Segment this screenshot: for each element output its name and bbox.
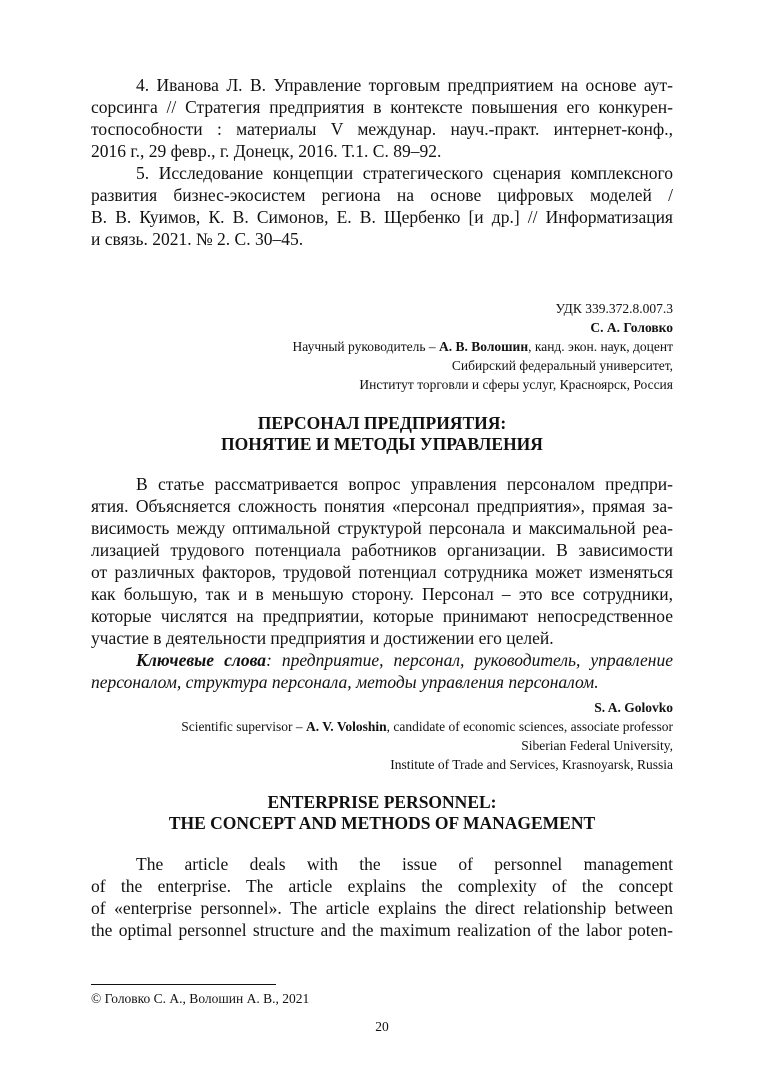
en-abstract-line-3: of «enterprise personnel». The article explains the direct relationship between: [91, 898, 673, 918]
ref5-line-3: В. В. Куимов, К. В. Симонов, Е. В. Щербенко [и др.] // Информатизация: [91, 207, 673, 227]
en-title-line-2: THE CONCEPT AND METHODS OF MANAGEMENT: [168, 813, 596, 833]
en-title-line-1: ENTERPRISE PERSONNEL:: [267, 792, 497, 812]
en-abstract-line-1: The article deals with the issue of personnel management: [136, 854, 673, 874]
en-abstract-line-2: of the enterprise. The article explains the complexity of the concept: [91, 876, 673, 896]
footnote-rule: [91, 984, 276, 985]
ref4-line-1: 4. Иванова Л. В. Управление торговым предприятием на основе аут-: [136, 75, 673, 95]
ru-keywords-line-2: персоналом, структура персонала, методы управления персоналом.: [91, 672, 599, 692]
ru-abstract-line-5: от различных факторов, трудовой потенциал сотрудника может изменяться: [91, 562, 673, 582]
en-university: Siberian Federal University,: [521, 738, 673, 753]
en-supervisor-name: A. V. Voloshin: [306, 719, 387, 734]
ru-keywords-line-1: [136, 650, 673, 671]
en-author: S. A. Golovko: [594, 700, 673, 715]
ru-title-line-1: ПЕРСОНАЛ ПРЕДПРИЯТИЯ:: [257, 413, 507, 433]
ru-institute: Институт торговли и сферы услуг, Красноярск, Россия: [359, 377, 673, 392]
ru-supervisor-suffix: , канд. экон. наук, доцент: [528, 339, 673, 354]
udk-code: УДК 339.372.8.007.3: [555, 301, 673, 316]
footnote-copyright: © Головко С. А., Волошин А. В., 2021: [91, 991, 310, 1006]
ru-supervisor: [91, 338, 673, 355]
ref5-line-2: развития бизнес-экосистем региона на основе цифровых моделей /: [91, 185, 673, 205]
ref4-line-2: сорсинга // Стратегия предприятия в контексте повышения его конкурен-: [91, 97, 673, 117]
ru-abstract-line-1: В статье рассматривается вопрос управления персоналом предпри-: [136, 474, 673, 494]
en-supervisor-prefix: Scientific supervisor –: [181, 719, 307, 734]
ru-abstract-line-4: лизацией трудового потенциала работников организации. В зависимости: [91, 540, 673, 560]
ru-supervisor-name: А. В. Волошин: [439, 339, 529, 354]
en-supervisor: [91, 718, 673, 735]
ru-abstract-line-7: которые числятся на предприятии, которые принимают непосредственное: [91, 606, 673, 626]
ref5-line-1: 5. Исследование концепции стратегического сценария комплексного: [136, 163, 673, 183]
ru-abstract-line-3: висимость между оптимальной структурой персонала и максимальной реа-: [91, 518, 673, 538]
ru-abstract-line-8: участие в деятельности предприятия и достижении его целей.: [91, 628, 554, 648]
ru-abstract-line-2: ятия. Объясняется сложность понятия «персонал предприятия», прямая за-: [91, 496, 673, 516]
ru-keywords-label: Ключевые слова: [136, 650, 267, 670]
ru-title-line-2: ПОНЯТИЕ И МЕТОДЫ УПРАВЛЕНИЯ: [221, 434, 543, 454]
ru-abstract-line-6: как большую, так и в меньшую сторону. Персонал – это все сотрудники,: [91, 584, 673, 604]
ru-author: С. А. Головко: [590, 320, 673, 335]
ref4-line-4: 2016 г., 29 февр., г. Донецк, 2016. Т.1. С. 89–92.: [91, 141, 442, 161]
ru-keywords-text-1: : предприятие, персонал, руководитель, управление: [266, 650, 674, 670]
en-abstract-line-4: the optimal personnel structure and the maximum realization of the labor poten-: [91, 920, 673, 940]
ref5-line-4: и связь. 2021. № 2. С. 30–45.: [91, 229, 304, 249]
en-institute: Institute of Trade and Services, Krasnoyarsk, Russia: [390, 757, 673, 772]
ref4-line-3: тоспособности : материалы V междунар. науч.-практ. интернет-конф.,: [91, 119, 673, 139]
ru-university: Сибирский федеральный университет,: [451, 358, 673, 373]
ru-supervisor-prefix: Научный руководитель –: [292, 339, 439, 354]
en-supervisor-suffix: , candidate of economic sciences, associate professor: [386, 719, 673, 734]
page-number: 20: [375, 1019, 389, 1034]
